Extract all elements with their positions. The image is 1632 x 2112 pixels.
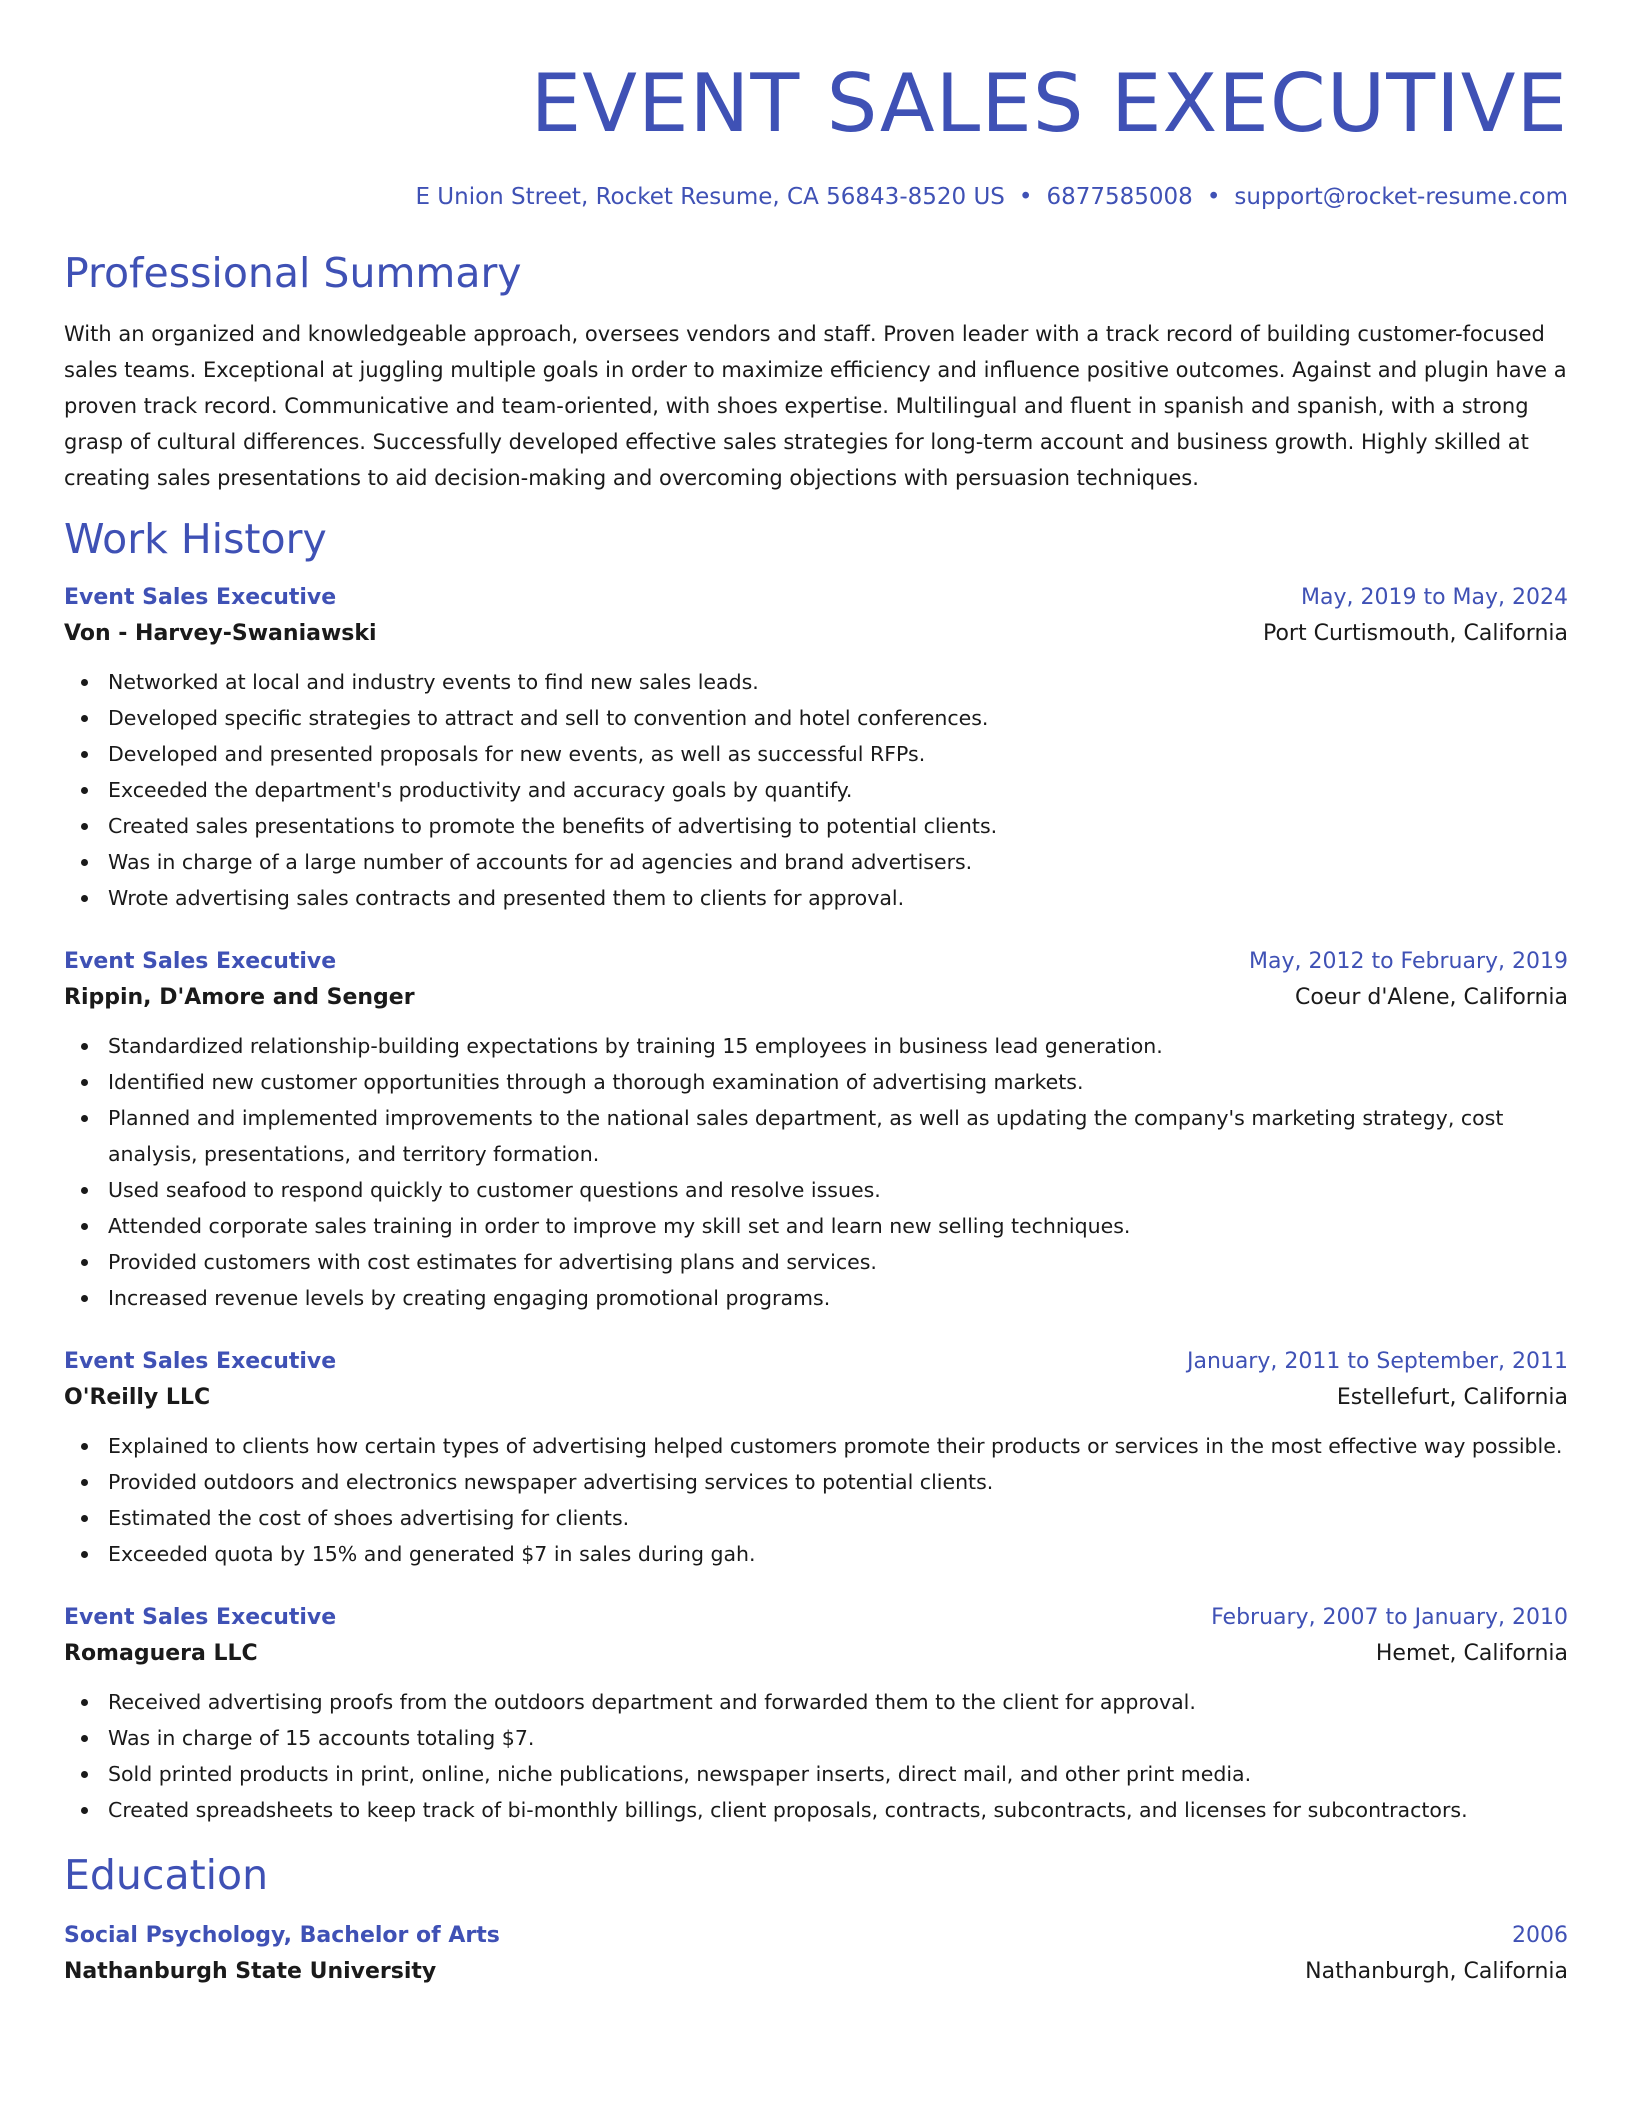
job-title: Event Sales Executive (64, 585, 337, 610)
job-header-row (64, 582, 1568, 614)
resume-name-heading: EVENT SALES EXECUTIVE (530, 57, 1568, 150)
education-list (64, 1920, 1568, 1992)
job-bullet: Explained to clients how certain types of advertising helped customers promote their products or services in the most effective way possible. (108, 1428, 1568, 1464)
job-bullet: Developed specific strategies to attract and sell to convention and hotel conferences. (108, 700, 1568, 736)
job-bullet: Identified new customer opportunities through a thorough examination of advertising markets. (108, 1064, 1568, 1100)
job-bullet: Provided outdoors and electronics newspaper advertising services to potential clients. (108, 1464, 1568, 1500)
contact-email: support@rocket-resume.com (1234, 184, 1568, 210)
job-bullet: Attended corporate sales training in order to improve my skill set and learn new selling techniques. (108, 1208, 1568, 1244)
resume-page (64, 0, 1568, 1992)
job-bullet: Estimated the cost of shoes advertising for clients. (108, 1500, 1568, 1536)
summary-text: With an organized and knowledgeable approach, oversees vendors and staff. Proven leader with a track record of building customer-focused sales teams. Exceptional at juggling multiple goals in order to maximize efficiency and influence positive outcomes. Against and plugin have a proven track record. Communicative and team-oriented, with shoes expertise. Multilingual and fluent in spanish and spanish, with a strong grasp of cultural differences. Successfully developed effective sales strategies for long-term account and business growth. Highly skilled at creating sales presentations to aid decision-making and overcoming objections with persuasion techniques. (64, 322, 1567, 490)
job-bullet: Exceeded quota by 15% and generated $7 in sales during gah. (108, 1536, 1568, 1572)
job-entry (64, 1602, 1568, 1828)
contact-line (64, 182, 1568, 212)
job-dates: January, 2011 to September, 2011 (1186, 1349, 1568, 1374)
job-bullet: Was in charge of a large number of accounts for ad agencies and brand advertisers. (108, 844, 1568, 880)
job-title: Event Sales Executive (64, 1349, 337, 1374)
education-location: Nathanburgh, California (1305, 1959, 1568, 1984)
job-bullet: Sold printed products in print, online, niche publications, newspaper inserts, direct mail, and other print media. (108, 1756, 1568, 1792)
job-bullet: Wrote advertising sales contracts and presented them to clients for approval. (108, 880, 1568, 916)
job-bullet: Was in charge of 15 accounts totaling $7. (108, 1720, 1568, 1756)
job-dates: February, 2007 to January, 2010 (1211, 1605, 1568, 1630)
job-location: Port Curtismouth, California (1262, 621, 1568, 646)
contact-phone: 6877585008 (1046, 184, 1193, 210)
education-header-row (64, 1920, 1568, 1952)
job-bullet: Exceeded the department's productivity and accuracy goals by quantify. (108, 772, 1568, 808)
job-bullet: Standardized relationship-building expectations by training 15 employees in business lead generation. (108, 1028, 1568, 1064)
work-history-list (64, 582, 1568, 1828)
company-name: Romaguera LLC (64, 1641, 258, 1666)
job-header-row (64, 1346, 1568, 1378)
job-bullet: Created spreadsheets to keep track of bi-monthly billings, client proposals, contracts, subcontracts, and licenses for subcontractors. (108, 1792, 1568, 1828)
education-degree: Social Psychology, Bachelor of Arts (64, 1923, 500, 1948)
job-title: Event Sales Executive (64, 1605, 337, 1630)
job-company-row (64, 614, 1568, 654)
job-entry (64, 582, 1568, 916)
education-section-title: Education (64, 1851, 269, 1899)
job-title: Event Sales Executive (64, 949, 337, 974)
contact-address: E Union Street, Rocket Resume, CA 56843-8520 US (415, 184, 1005, 210)
education-school-row (64, 1952, 1568, 1992)
job-company-row (64, 978, 1568, 1018)
job-location: Coeur d'Alene, California (1295, 985, 1568, 1010)
job-bullet: Developed and presented proposals for new events, as well as successful RFPs. (108, 736, 1568, 772)
job-bullet: Planned and implemented improvements to the national sales department, as well as updating the company's marketing strategy, cost analysis, presentations, and territory formation. (108, 1100, 1568, 1172)
company-name: Von - Harvey-Swaniawski (64, 621, 377, 646)
job-bullet: Increased revenue levels by creating engaging promotional programs. (108, 1280, 1568, 1316)
job-bullet: Created sales presentations to promote the benefits of advertising to potential clients. (108, 808, 1568, 844)
job-company-row (64, 1634, 1568, 1674)
job-location: Hemet, California (1375, 1641, 1568, 1666)
job-company-row (64, 1378, 1568, 1418)
summary-section-title: Professional Summary (64, 249, 522, 297)
work-history-section-title: Work History (64, 515, 327, 563)
job-bullet-list (64, 1684, 1568, 1828)
job-bullet-list (64, 664, 1568, 916)
company-name: Rippin, D'Amore and Senger (64, 985, 415, 1010)
education-year: 2006 (1512, 1923, 1568, 1948)
job-location: Estellefurt, California (1336, 1385, 1568, 1410)
education-school: Nathanburgh State University (64, 1959, 437, 1984)
job-bullet: Used seafood to respond quickly to customer questions and resolve issues. (108, 1172, 1568, 1208)
company-name: O'Reilly LLC (64, 1385, 211, 1410)
job-dates: May, 2019 to May, 2024 (1301, 585, 1568, 610)
job-bullet: Provided customers with cost estimates for advertising plans and services. (108, 1244, 1568, 1280)
job-header-row (64, 1602, 1568, 1634)
job-header-row (64, 946, 1568, 978)
job-entry (64, 946, 1568, 1316)
job-entry (64, 1346, 1568, 1572)
education-entry (64, 1920, 1568, 1992)
contact-separator: • (1018, 184, 1033, 210)
job-dates: May, 2012 to February, 2019 (1249, 949, 1568, 974)
job-bullet: Networked at local and industry events to find new sales leads. (108, 664, 1568, 700)
job-bullet-list (64, 1028, 1568, 1316)
job-bullet: Received advertising proofs from the outdoors department and forwarded them to the client for approval. (108, 1684, 1568, 1720)
job-bullet-list (64, 1428, 1568, 1572)
contact-separator: • (1206, 184, 1221, 210)
